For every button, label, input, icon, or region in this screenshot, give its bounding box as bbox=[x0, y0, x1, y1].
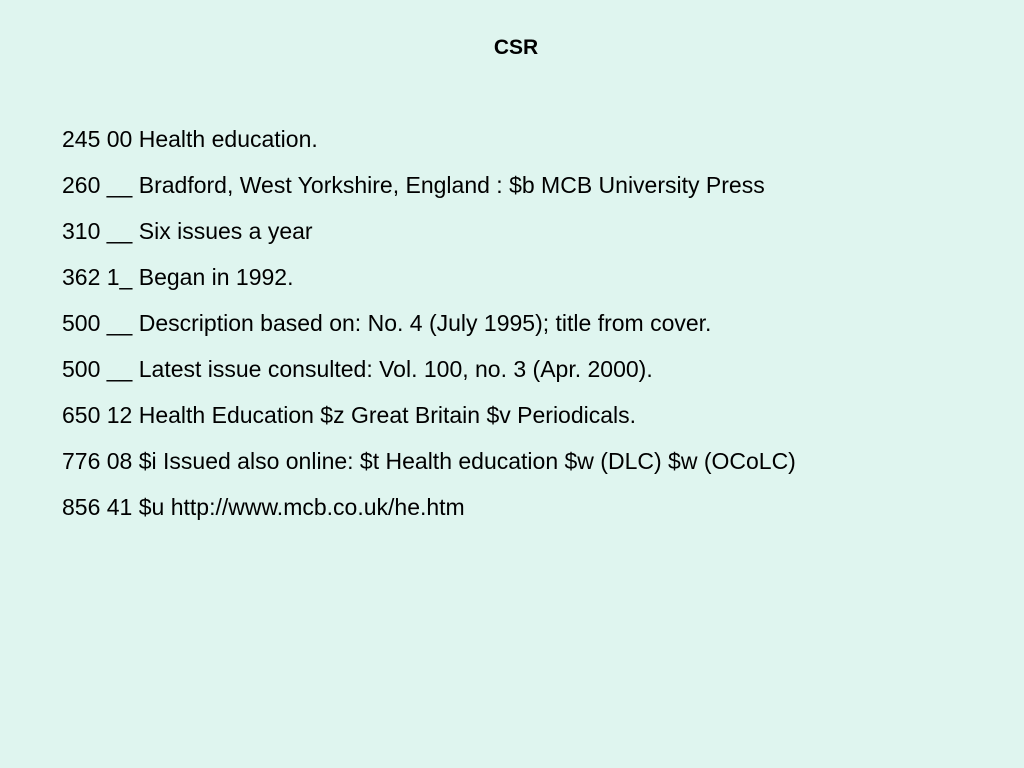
slide-title: CSR bbox=[493, 36, 539, 59]
marc-field-856: 856 41 $u http://www.mcb.co.uk/he.htm bbox=[62, 494, 465, 520]
marc-field-245: 245 00 Health education. bbox=[62, 126, 318, 152]
marc-field-776: 776 08 $i Issued also online: $t Health education $w (DLC) $w (OCoLC) bbox=[62, 448, 796, 474]
marc-field-500-description: 500 __ Description based on: No. 4 (July 1995); title from cover. bbox=[62, 310, 712, 336]
marc-field-362: 362 1_ Began in 1992. bbox=[62, 264, 294, 290]
marc-field-310: 310 __ Six issues a year bbox=[62, 218, 313, 244]
marc-field-260: 260 __ Bradford, West Yorkshire, England : $b MCB University Press bbox=[62, 172, 765, 198]
marc-field-500-latest-issue: 500 __ Latest issue consulted: Vol. 100, no. 3 (Apr. 2000). bbox=[62, 356, 653, 382]
marc-field-650: 650 12 Health Education $z Great Britain $v Periodicals. bbox=[62, 402, 637, 428]
marc-record-list bbox=[62, 125, 796, 539]
